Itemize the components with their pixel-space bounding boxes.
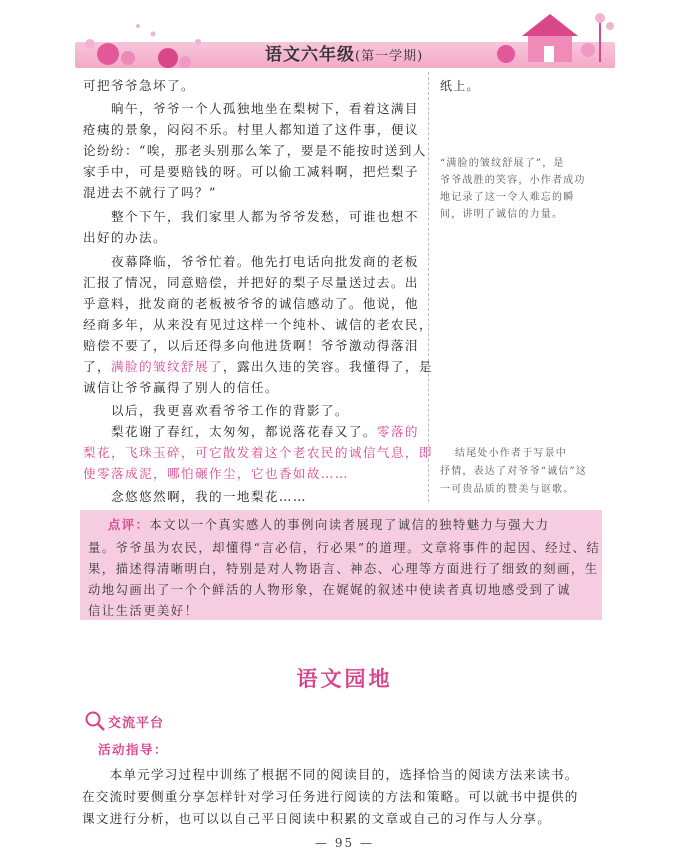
house-decoration-icon — [488, 6, 618, 70]
text-line: 以后，我更喜欢看爷爷工作的背影了。 — [83, 403, 349, 418]
highlight-smile: 满脸的皱纹舒展了 — [111, 359, 223, 374]
side-note-line: “满脸的皱纹舒展了”，是 — [440, 158, 565, 169]
text-line: 可把爷爷急坏了。 — [83, 78, 195, 93]
text-line — [83, 359, 433, 375]
comment-line: 动地勾画出了一个个鲜活的人物形象，在娓娓的叙述中使读者真切地感受到了诚 — [88, 583, 571, 597]
text-line: 疮痍的景象，闷闷不乐。村里人都知道了这件事，便议 — [83, 122, 419, 137]
comment-line: 信让生活更美好！ — [88, 604, 199, 618]
guide-label: 活动指导： — [98, 742, 169, 757]
comment-first-line — [108, 517, 550, 533]
page-header — [0, 0, 689, 80]
text-fragment: ，露出久违的笑容。我懂得了，是 — [222, 359, 433, 374]
text-line: 赔偿不要了，以后还得多向他进货啊！爷爷激动得落泪 — [83, 338, 419, 353]
text-line: 念悠悠然啊，我的一地梨花…… — [83, 489, 307, 504]
text-line: 出好的办法。 — [83, 230, 167, 245]
hearts-decoration-icon — [78, 14, 218, 72]
text-line: 家手中，可是要赔钱的呀。可以偷工减料啊，把烂梨子 — [83, 164, 419, 179]
page-number: — 95 — — [315, 836, 374, 850]
text-line: 论纷纷：“唉，那老头别那么笨了，要是不能按时送到人 — [83, 143, 427, 158]
text-fragment: 梨花谢了春红，太匆匆，都说落花春又了。 — [83, 424, 377, 439]
side-note-line: 抒情，表达了对爷爷“诚信”这 — [440, 466, 588, 477]
text-line: 晌午，爷爷一个人孤独地坐在梨树下，看着这满目 — [83, 101, 419, 116]
side-note-line: 爷爷战胜的笑容，小作者成功 — [440, 175, 586, 186]
column-divider — [428, 72, 430, 502]
comment-line: 果，描述得清晰明白，特别是对人物语言、神态、心理等方面进行了细致的刻画，生 — [88, 562, 599, 576]
text-line-highlight: 使零落成泥，哪怕碾作尘，它也香如故…… — [83, 466, 349, 481]
text-line: 乎意料，批发商的老板被爷爷的诚信感动了。他说，他 — [83, 296, 419, 311]
side-note-line: 结尾处小作者于写景中 — [455, 448, 567, 459]
text-line: 夜幕降临，爷爷忙着。他先打电话向批发商的老板 — [83, 254, 419, 269]
text-line: 混进去不就行了吗？” — [83, 185, 217, 200]
comment-line: 量。爷爷虽为农民，却懂得“言必信，行必果”的道理。文章将事件的起因、经过、结 — [88, 541, 601, 555]
guide-line: 在交流时要侧重分享怎样针对学习任务进行阅读的方法和策略。可以就书中提供的 — [82, 789, 579, 804]
comment-text: 本文以一个真实感人的事例向读者展现了诚信的独特魅力与强大力 — [149, 518, 550, 532]
text-line — [83, 424, 419, 440]
platform-label: 交流平台 — [108, 716, 165, 731]
highlight-petals: 零落的 — [376, 424, 419, 439]
side-note-line: 间，讲明了诚信的力量。 — [440, 209, 564, 220]
guide-line: 课文进行分析，也可以以自己平日阅读中积累的文章或自己的习作与人分享。 — [82, 811, 551, 826]
side-note-line: 一可贵品质的赞美与讴歌。 — [440, 484, 575, 495]
side-text: 纸上。 — [440, 79, 480, 93]
comment-label: 点评： — [108, 517, 150, 532]
text-line: 汇报了情况，同意赔偿，并把好的梨子尽量送过去。出 — [83, 275, 419, 290]
text-line: 经商多年，从来没有见过这样一个纯朴、诚信的老农民， — [83, 317, 433, 332]
text-line: 诚信让爷爷赢得了别人的信任。 — [83, 380, 279, 395]
header-title: 语文六年级(第一学期) — [265, 45, 424, 65]
section-title: 语文园地 — [296, 666, 393, 691]
magnifier-icon — [84, 710, 106, 732]
text-fragment: 了， — [83, 359, 111, 374]
side-note-line: 地记录了这一令人难忘的瞬 — [440, 192, 575, 203]
guide-line: 本单元学习过程中训练了根据不同的阅读目的，选择恰当的阅读方法来读书。 — [82, 767, 579, 782]
text-line: 整个下午，我们家里人都为爷爷发愁，可谁也想不 — [83, 209, 419, 224]
text-line-highlight: 梨花，飞珠玉碎，可它散发着这个老农民的诚信气息，即 — [83, 445, 433, 460]
